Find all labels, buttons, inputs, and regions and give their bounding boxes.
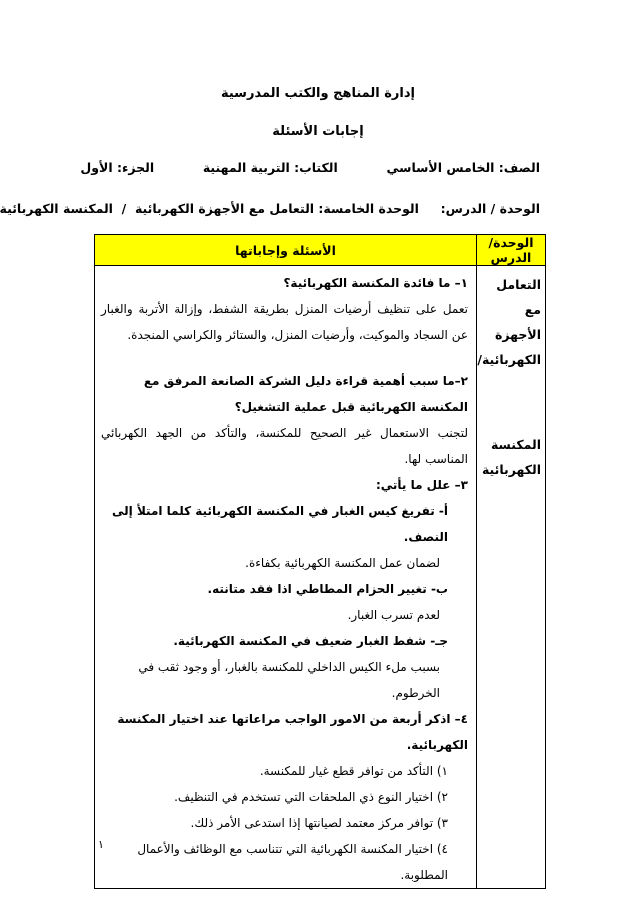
qa-table — [94, 234, 546, 889]
unit-line: الكهربائية/ — [477, 352, 541, 367]
lesson-line: الكهربائية — [481, 462, 541, 477]
question-2: ٢–ما سبب أهمية قراءة دليل الشركة الصانعة المرفق مع المكنسة الكهربائية قبل عملية التشغيل؟ — [143, 374, 468, 414]
answer-4-item: ٣) توافر مركز معتمد لصيانتها إذا استدعى الأمر ذلك. — [190, 816, 448, 830]
meta-line — [80, 160, 540, 175]
unit-line: التعامل مع — [496, 277, 541, 317]
page-title: إجابات الأسئلة — [272, 124, 364, 139]
col-header-qa: الأسئلة وإجاباتها — [95, 235, 477, 266]
unit-lesson-line: الوحدة / الدرس: الوحدة الخامسة: التعامل مع الأجهزة الكهربائية / المكنسة الكهربائية — [0, 201, 540, 216]
answer-4-item: ٢) اختيار النوع ذي الملحقات التي تستخدم في التنظيف. — [174, 790, 448, 804]
unit-line: الأجهزة — [494, 327, 541, 342]
answer-1: تعمل على تنظيف أرضيات المنزل بطريقة الشفط، وإزالة الأتربة والغبار عن السجاد والموكيت، وأرضيات المنزل، والستائر والكراسي المنجدة. — [101, 302, 468, 342]
answer-3a: لضمان عمل المكنسة الكهربائية بكفاءة. — [245, 556, 440, 570]
question-3b: ب- تغيير الحزام المطاطي اذا فقد متانته. — [207, 582, 448, 596]
org-heading: إدارة المناهج والكتب المدرسية — [220, 86, 415, 101]
lesson-line: المكنسة — [490, 437, 541, 452]
unit-cell — [477, 266, 546, 889]
question-3a: أ- تفريغ كيس الغبار في المكنسة الكهربائية كلما امتلأ إلى النصف. — [112, 504, 448, 544]
answer-4-item: ٤) اختيار المكنسة الكهربائية التي تتناسب مع الوظائف والأعمال المطلوبة. — [137, 842, 448, 882]
page-number: ١ — [98, 838, 104, 851]
answer-3b: لعدم تسرب الغبار. — [347, 608, 440, 622]
qa-cell — [95, 266, 477, 889]
question-3c: جـ- شفط الغبار ضعيف في المكنسة الكهربائية. — [173, 634, 448, 648]
question-4: ٤– اذكر أربعة من الامور الواجب مراعاتها عند اختيار المكنسة الكهربائية. — [117, 712, 468, 752]
answer-2: لتجنب الاستعمال غير الصحيح للمكنسة، والتأكد من الجهد الكهربائي المناسب لها. — [101, 426, 468, 466]
grade-label: الصف: الخامس الأساسي — [386, 160, 540, 175]
part-label: الجزء: الأول — [80, 160, 155, 175]
answer-3c: بسبب ملء الكيس الداخلي للمكنسة بالغبار، أو وجود ثقب في الخرطوم. — [138, 660, 440, 700]
question-3: ٣– علل ما يأتي: — [375, 478, 468, 492]
col-header-unit: الوحدة/الدرس — [477, 235, 546, 266]
question-1: ١– ما فائدة المكنسة الكهربائية؟ — [283, 276, 468, 290]
answer-4-item: ١) التأكد من توافر قطع غيار للمكنسة. — [259, 764, 448, 778]
book-label: الكتاب: التربية المهنية — [202, 160, 338, 175]
